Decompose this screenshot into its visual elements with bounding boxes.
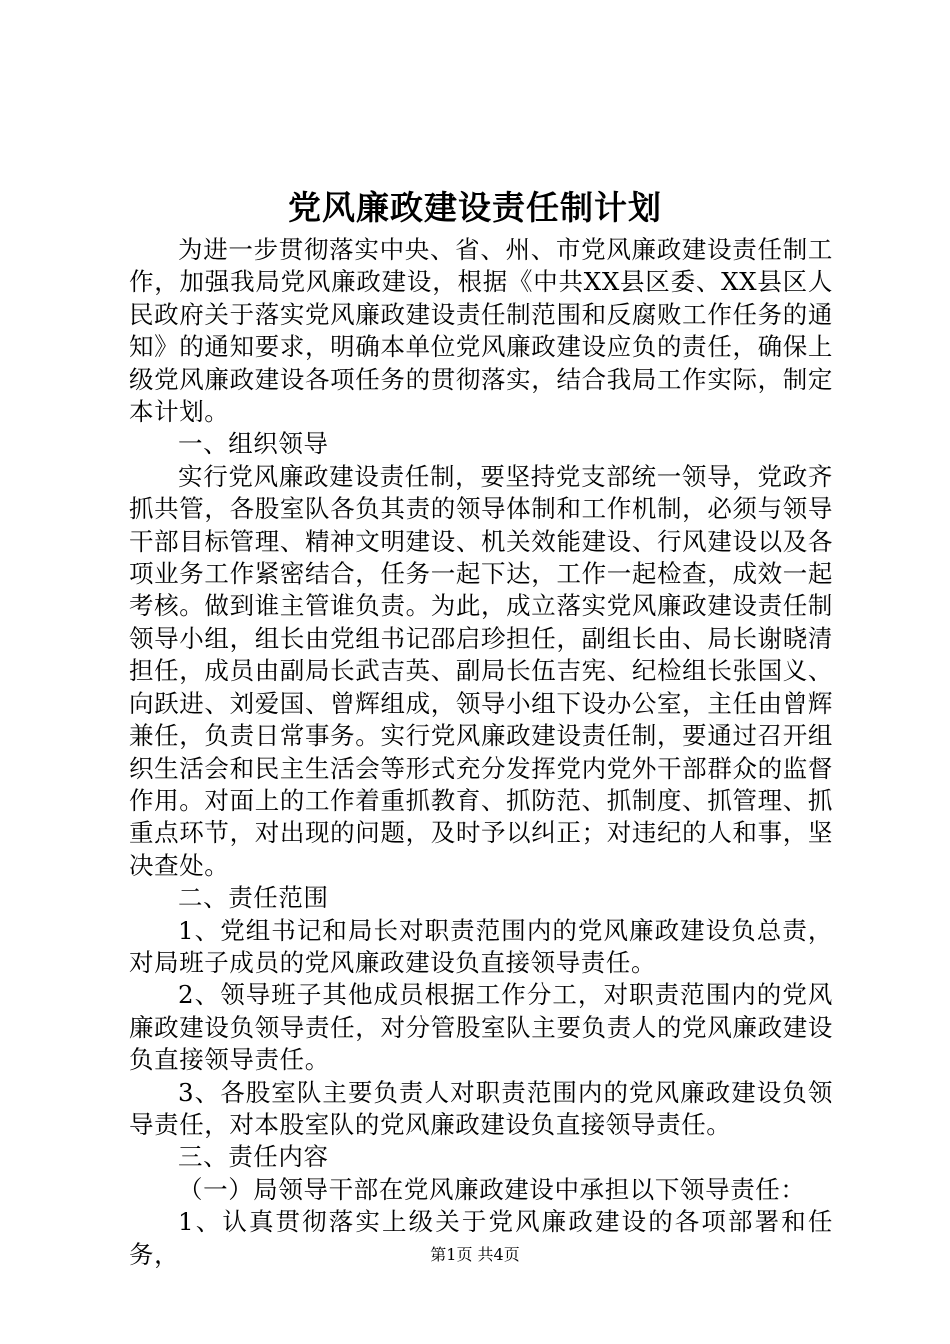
- intro-paragraph: 为进一步贯彻落实中央、省、州、市党风廉政建设责任制工作，加强我局党风廉政建设，根据《中共XX县区委、XX县区人民政府关于落实党风廉政建设责任制范围和反腐败工作任务的通知》的通知要求，明确本单位党风廉政建设应负的责任，确保上级党风廉政建设各项任务的贯彻落实，结合我局工作实际，制定本计划。: [129, 235, 833, 427]
- scope-item-3: 3、各股室队主要负责人对职责范围内的党风廉政建设负领导责任，对本股室队的党风廉政建设负直接领导责任。: [129, 1077, 833, 1139]
- page-number: 第1页 共4页: [430, 1245, 520, 1264]
- section-heading-content: 三、责任内容: [178, 1142, 329, 1172]
- scope-item-1: 1、党组书记和局长对职责范围内的党风廉政建设负总责，对局班子成员的党风廉政建设负直接领导责任。: [129, 915, 833, 977]
- section-heading-scope: 二、责任范围: [178, 883, 329, 913]
- content-subheading-1: （一）局领导干部在党风廉政建设中承担以下领导责任：: [178, 1174, 806, 1204]
- content-item-1: 1、认真贯彻落实上级关于党风廉政建设的各项部署和任务，: [129, 1207, 833, 1269]
- scope-item-2: 2、领导班子其他成员根据工作分工，对职责范围内的党风廉政建设负领导责任，对分管股室队主要负责人的党风廉政建设负直接领导责任。: [129, 980, 833, 1075]
- organization-paragraph: 实行党风廉政建设责任制，要坚持党支部统一领导，党政齐抓共管，各股室队各负其责的领导体制和工作机制，必须与领导干部目标管理、精神文明建设、机关效能建设、行风建设以及各项业务工作紧密结合，任务一起下达，工作一起检查，成效一起考核。做到谁主管谁负责。为此，成立落实党风廉政建设责任制领导小组，组长由党组书记邵启珍担任，副组长由、局长谢晓清担任，成员由副局长武吉英、副局长伍吉宪、纪检组长张国义、向跃进、刘爱国、曾辉组成，领导小组下设办公室，主任由曾辉兼任，负责日常事务。实行党风廉政建设责任制，要通过召开组织生活会和民主生活会等形式充分发挥党内党外干部群众的监督作用。对面上的工作着重抓教育、抓防范、抓制度、抓管理、抓重点环节，对出现的问题，及时予以纠正；对违纪的人和事，坚决查处。: [129, 461, 833, 880]
- document-body: [129, 234, 833, 1271]
- document-title: 党风廉政建设责任制计划: [288, 188, 662, 227]
- section-heading-organization: 一、组织领导: [178, 429, 329, 459]
